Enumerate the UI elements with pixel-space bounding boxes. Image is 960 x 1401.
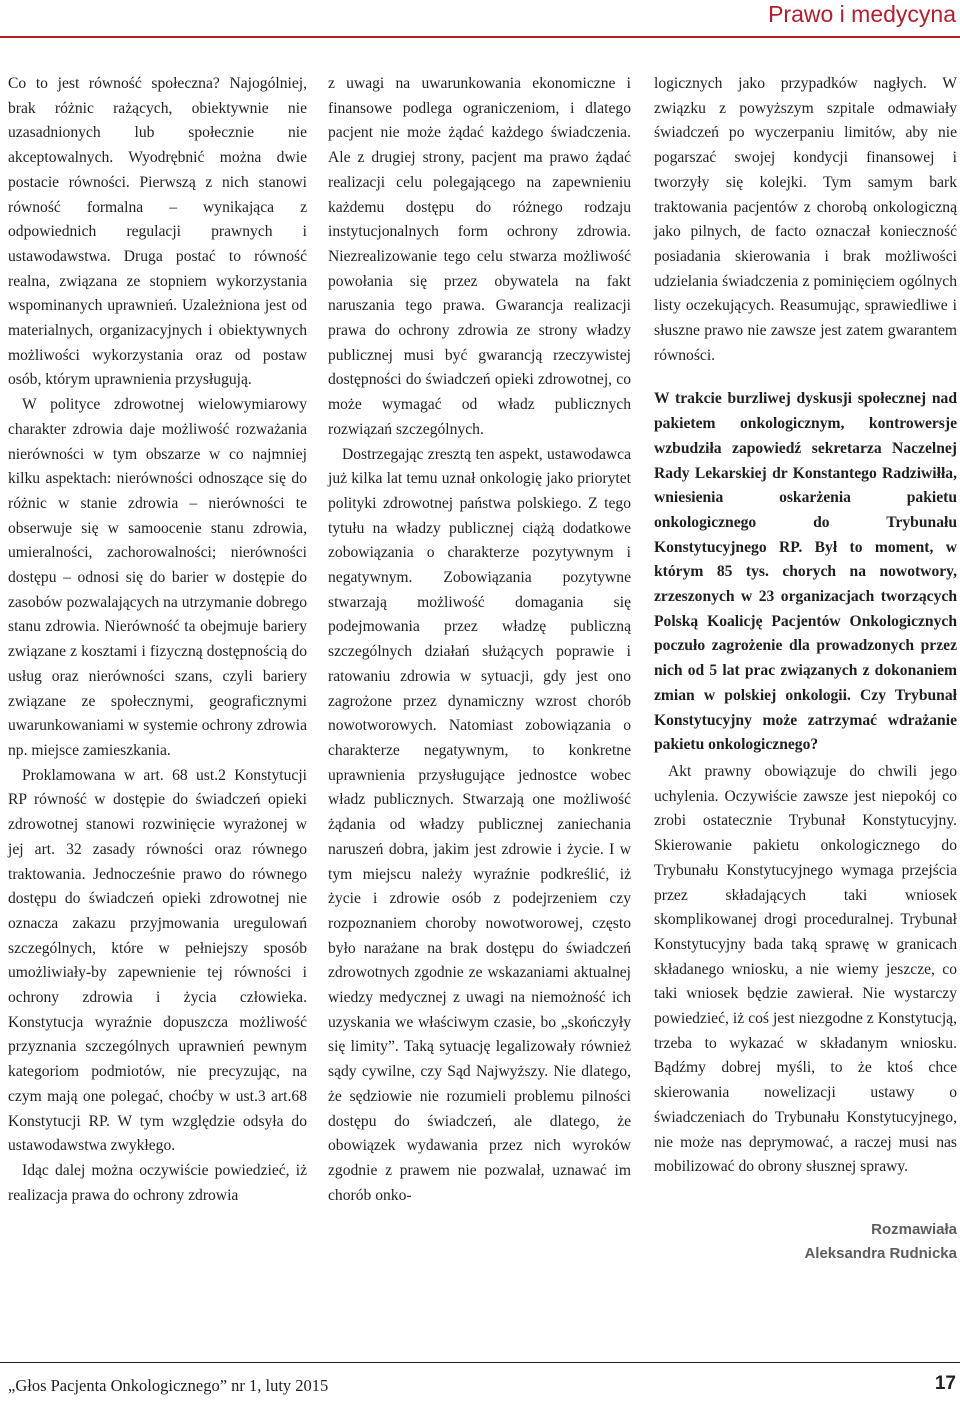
paragraph: Proklamowana w art. 68 ust.2 Konstytucji RP równość w dostępie do świadczeń opieki zdrowotnej stanowi rozwinięcie wyrażonej w jej art. 32 zasady równości oraz równego traktowania. Jednocześnie prawo do równego dostępu do świadczeń opieki zdrowotnej nie oznacza zakazu przyjmowania uregulowań szczególnych, które w pełniejszy sposób umożliwiały-by zapewnienie tej równości i ochrony zdrowia i życia człowieka. Konstytucja wyraźnie dopuszcza możliwość przyznania szczególnych uprawnień pewnym kategoriom podmiotów, nie precyzując, na czym mają one polegać, choćby w ust.3 art.68 Konstytucji RP. W tym względzie odsyła do ustawodawstwa zwykłego.	[8, 766, 307, 1155]
paragraph: Idąc dalej można oczywiście powiedzieć, iż realizacja prawa do ochrony zdrowia	[8, 1161, 307, 1204]
paragraph: W polityce zdrowotnej wielowymiarowy charakter zdrowia daje możliwość rozważania nierówności w tym obszarze w co najmniej kilku aspektach: nierówności odnoszące się do różnic w stanie zdrowia – nierówności te obserwuje się w samoocenie stanu zdrowia, umieralności, zachorowalności; nierówności dostępu – odnosi się do barier w dostępie do zasobów pozwalających na utrzymanie dobrego stanu zdrowia. Nierówność ta obejmuje bariery związane z kosztami i fizyczną dostępnością do usług oraz nierówności szans, czyli bariery związane ze społecznymi, geograficznymi uwarunkowaniami w systemie ochrony zdrowia np. miejsce zamieszkania.	[8, 396, 307, 759]
header-divider	[0, 36, 960, 38]
footer-divider	[0, 1362, 960, 1363]
author-label: Rozmawiała	[871, 1220, 957, 1238]
article-column-1	[8, 72, 307, 1208]
publication-info: „Głos Pacjenta Onkologicznego” nr 1, luty 2015	[8, 1376, 329, 1395]
paragraph: Dostrzegając zresztą ten aspekt, ustawodawca już kilka lat temu uznał onkologię jako priorytet polityki zdrowotnej państwa polskiego. Z tego tytułu na władzy publicznej ciążą dodatkowe zobowiązania o charakterze pozytywnym i negatywnym. Zobowiązania pozytywne stwarzają możliwość domagania się podejmowania przez władzę publiczną szczególnych działań służących poprawie i ratowaniu zdrowia w sytuacji, gdy jest ono zagrożone przez dynamiczny wzrost chorób nowotworowych. Natomiast zobowiązania o charakterze negatywnym, to konkretne uprawnienia przysługujące jednostce wobec władz publicznych. Stwarzają one możliwość żądania od władzy publicznej zaniechania naruszeń dobra, jakim jest zdrowie i życie. I w tym miejscu należy wyraźnie podkreślić, iż życie i zdrowie osób z podejrzeniem czy rozpoznaniem choroby nowotworowej, często było narażane na brak dostępu do świadczeń zdrowotnych zgodnie ze wskazaniami aktualnej wiedzy medycznej z uwagi na niemożność ich uzyskania we właściwym czasie, bo „skończyły się limity”. Taką sytuację legalizowały również sądy cywilne, czy Sąd Najwyższy. Nie dlatego, że sędziowie nie rozumieli problemu pilności dostępu do świadczeń, ale dlatego, że obowiązek wydawania przez nich wyroków zgodnie z prawem nie pozwalał, uznawać im chorób onko-	[328, 445, 631, 1204]
author-name: Aleksandra Rudnicka	[804, 1244, 957, 1262]
paragraph: logicznych jako przypadków nagłych. W związku z powyższym szpitale odmawiały świadczeń po wyczerpaniu limitów, aby nie pogarszać swojej kondycji finansowej i tworzyły się kolejki. Tym samym bark traktowania pacjentów z chorobą onkologiczną jako pilnych, de facto oznaczał konieczność posiadania skierowania i brak możliwości udzielania świadczenia z pominięciem ogólnych listy oczekujących. Reasumując, sprawiedliwe i słuszne prawo nie zawsze jest zatem gwarantem równości.	[654, 75, 957, 364]
page-number: 17	[934, 1373, 956, 1394]
author-signature	[654, 1218, 957, 1266]
article-column-3	[654, 72, 957, 1266]
paragraph: Co to jest równość społeczna? Najogólniej, brak różnic rażących, obiektywnie nie uzasadnionych lub społecznie nie akceptowalnych. Wyodrębnić można dwie postacie równości. Pierwszą z nich stanowi równość formalna – wynikająca z odpowiednich regulacji prawnych i ustawodawstwa. Druga postać to równość realna, związana ze stopniem wykorzystania wspominanych uprawnień. Uzależniona jest od materialnych, organizacyjnych i obiektywnych możliwości wykorzystania oraz od postaw osób, którym uprawnienia przysługują.	[8, 75, 307, 389]
interview-answer: Akt prawny obowiązuje do chwili jego uchylenia. Oczywiście zawsze jest niepokój co zrobi ostatecznie Trybunał Konstytucyjny. Skierowanie pakietu onkologicznego do Trybunału Konstytucyjnego wymaga przejścia przez składających taki wniosek skomplikowanej drogi proceduralnej. Trybunał Konstytucyjny bada taką sprawę w granicach składanego wniosku, a nie wiemy jeszcze, co taki wniosek będzie zawierał. Nie wystarczy powiedzieć, iż coś jest niezgodne z Konstytucją, trzeba to wykazać w składanym wniosku. Bądźmy dobrej myśli, to że ktoś chce skierowania nowelizacji ustawy o świadczeniach do Trybunału Konstytucyjnego, nie może nas deprymować, a raczej musi nas mobilizować do obrony słusznej sprawy.	[654, 762, 957, 1176]
section-title: Prawo i medycyna	[768, 1, 956, 27]
article-column-2	[328, 72, 631, 1208]
interview-question: W trakcie burzliwej dyskusji społecznej nad pakietem onkologicznym, kontrowersje wzbudziła zapowiedź sekretarza Naczelnej Rady Lekarskiej dr Konstantego Radziwiłła, wniesienia oskarżenia pakietu onkologicznego do Trybunału Konstytucyjnego RP. Był to moment, w którym 85 tys. chorych na nowotwory, zrzeszonych w 23 organizacjach tworzących Polską Koalicję Pacjentów Onkologicznych poczuło zagrożenie dla prowadzonych przez nich od 5 lat prac związanych z dokonaniem zmian w polskiej onkologii. Czy Trybunał Konstytucyjny może zatrzymać wdrażanie pakietu onkologicznego?	[654, 390, 957, 754]
paragraph: z uwagi na uwarunkowania ekonomiczne i finansowe podlega ograniczeniom, i dlatego pacjent nie może żądać każdego świadczenia. Ale z drugiej strony, pacjent ma prawo żądać realizacji celu polegającego na zapewnieniu każdemu dostępu do różnego rodzaju instytucjonalnych form ochrony zdrowia. Niezrealizowanie tego celu stwarza możliwość powołania się przez obywatela na fakt naruszania tego prawa. Gwarancja realizacji prawa do ochrony zdrowia ze strony władzy publicznej musi być gwarancją rzeczywistej dostępności do świadczeń opieki zdrowotnej, co może wymagać od władz publicznych rozwiązań szczególnych.	[328, 75, 631, 438]
